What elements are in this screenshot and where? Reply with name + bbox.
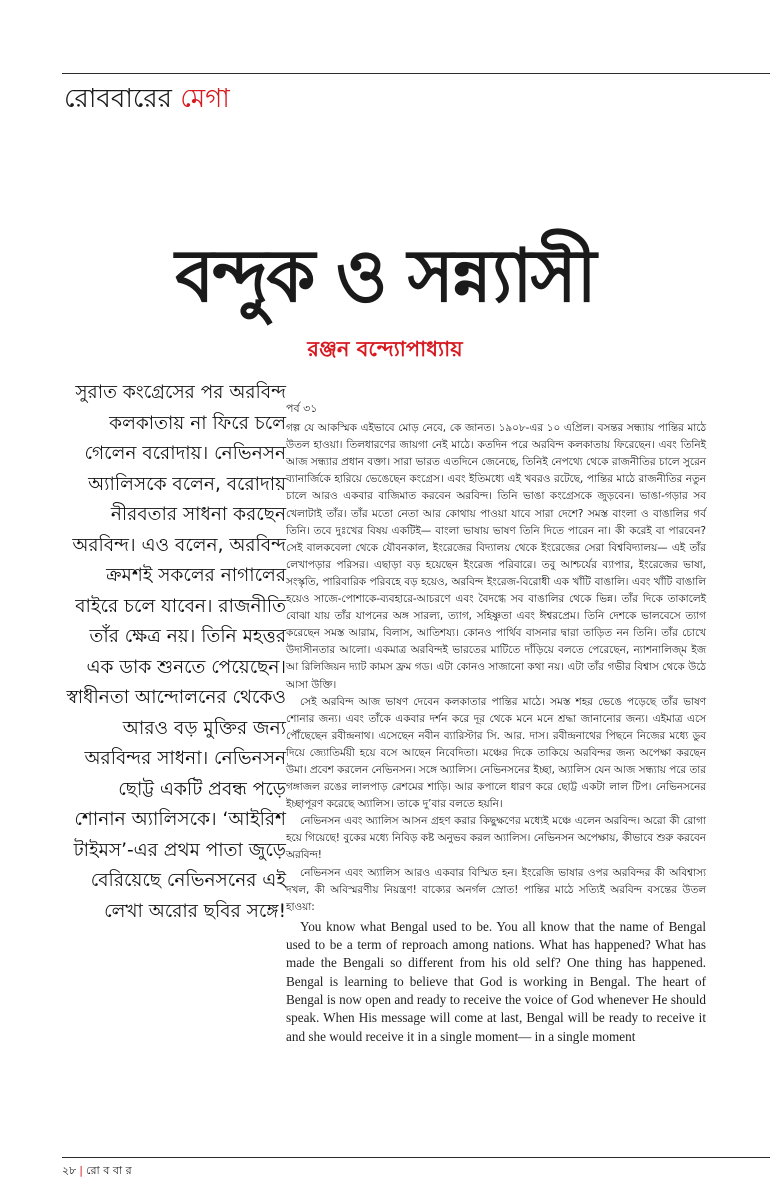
page-footer xyxy=(62,1163,132,1179)
author-byline: রঞ্জন বন্দ্যোপাধ্যায় xyxy=(307,337,463,361)
article-title: বন্দুক ও সন্ন্যাসী xyxy=(175,232,595,320)
publication-name: রো ব বা র xyxy=(86,1164,132,1177)
section-header-accent: মেগা xyxy=(180,84,230,114)
page-number: ২৮ xyxy=(62,1164,77,1177)
article-paragraph: গল্প যে আকস্মিক এইভাবে মোড় নেবে, কে জানত। ১৯০৮-এর ১০ এপ্রিল। বসন্তর সন্ধ্যায় পান্তির মাঠে উতল হাওয়া। তিলধারণের জায়গা নেই মাঠে। কতদিন পরে অরবিন্দ কলকাতায় ফিরেছেন। এবং তিনিই আজ সন্ধ্যার প্রধান বক্তা। সারা ভারত এতদিনে জেনেছে, তিনিই নেপথ্যে থেকে রাজনীতির চালে সুরেন ব্যানার্জিকে হারিয়ে ভেঙেছেন কংগ্রেস। এবং ইতিমধ্যে এই খবরও রটেছে, পান্তির মাঠে রাজনীতির নতুন চালে আরও একবার বাজিমাত করবেন অরবিন্দ। তিনি ভাঙা কংগ্রেসকে জুড়বেন। ভাঙা-গড়ার সব খেলাটাই তাঁর। তাঁর মতো নেতা আর কোথায় পাওয়া যাবে সারা দেশে? সমস্ত বাংলা ও বাঙালির গর্ব তিনি। তবে দুঃখের বিষয় একটিই— বাংলা ভাষায় ভাষণ তিনি দিতে পারেন না। কী করেই বা পারবেন? সেই বালকবেলা থেকে যৌবনকাল, ইংরেজের বিদ্যালয় থেকে ইংরেজের সেরা বিশ্ববিদ্যালয়— এই তাঁর লেখাপড়ার পরিসর। এছাড়া বড় হয়েছেন ইংরেজ পরিবারে। তবু আশ্চর্যের ব্যাপার, ইংরেজের ভাষা, সংস্কৃতি, পারিবারিক পরিবহে বড় হয়েও, অরবিন্দ ইংরেজ-বিরোধী এক খাঁটি বাঙালি। এবং খাঁটি বাঙালি হয়েও সাজে-পোশাকে-ব্যবহারে-আচরণে এবং বৈদগ্ধে সব বাঙালির থেকে ভিন্ন। তাঁর দিকে তাকালেই বোঝা যায় তাঁর যাপনের অঙ্গ সারল্য, ত্যাগ, সহিষ্ণুতা এবং ঈশ্বরপ্রেম। তিনি দেশকে ভালবেসে ত্যাগ করেছেন সমস্ত আরাম, বিলাস, আতিশয্য। কোনও পার্থিব বাসনার দ্বারা তাড়িত নন তিনি। তাঁর চোখে উদাসীনতার আলো। একমাত্র অরবিন্দই ভারতের মাটিতে দাঁড়িয়ে বলতে পেরেছেন, ন্যাশনালিজ্‌ম ইজ আ রিলিজিয়ন দ্যাট কামস ফ্রম গড। এটা কোনও সাজানো কথা নয়। এটা তাঁর গভীর বিশ্বাস থেকে উঠে আসা উক্তি। xyxy=(286,422,706,691)
article-body xyxy=(286,400,706,1046)
english-quote: You know what Bengal used to be. You all know that the name of Bengal used to be a term of reproach among nations. What has happened? What has made the Bengali so different from his old self? One thing has happened. Bengal is learning to believe that God is working in Bengal. The heart of Bengal is now open and ready to receive the voice of God whenever He should speak. When His message will come at last, Bengal will be ready to receive it and she would receive it in a single moment— in a single moment xyxy=(286,918,706,1044)
section-header xyxy=(64,82,230,116)
section-header-main: রোববারের xyxy=(64,84,172,114)
footer-separator: | xyxy=(79,1164,84,1177)
pull-quote-text: সুরাত কংগ্রেসের পর অরবিন্দ কলকাতায় না ফিরে চলে গেলেন বরোদায়। নেভিনসন অ্যালিসকে বলেন, বরোদায় নীরবতার সাধনা করছেন অরবিন্দ। এও বলেন, অরবিন্দ ক্রমশই সকলের নাগালের বাইরে চলে যাবেন। রাজনীতি তাঁর ক্ষেত্র নয়। তিনি মহত্তর এক ডাক শুনতে পেয়েছেন। স্বাধীনতা আন্দোলনের থেকেও আরও বড় মুক্তির জন্য অরবিন্দর সাধনা। নেভিনসন ছোট্ট একটি প্রবন্ধ পড়ে শোনান অ্যালিসকে। ‘আইরিশ টাইমস’-এর প্রথম পাতা জুড়ে বেরিয়েছে নেভিনসনের এই লেখা অরোর ছবির সঙ্গে! xyxy=(66,382,286,922)
article-paragraph: নেভিনসন এবং অ্যালিস আসন গ্রহণ করার কিছুক্ষণের মধ্যেই মঞ্চে এলেন অরবিন্দ। অরো কী রোগা হয়ে গিয়েছে! বুকের মধ্যে নিবিড় কষ্ট অনুভব করল অ্যালিস। নেভিনসন অপেক্ষায়, কীভাবে শুরু করবেন অরবিন্দ! xyxy=(286,815,706,862)
article-paragraph: নেভিনসন এবং অ্যালিস আরও একবার বিস্মিত হন। ইংরেজি ভাষার ওপর অরবিন্দর কী অবিশ্বাস্য দখল, কী অবিস্মরণীয় নিয়ন্ত্রণ! বাক্যের অনর্গল স্রোত! পান্তির মাঠে সত্যিই অরবিন্দ বসন্তের উতল হাওয়া: xyxy=(286,866,706,913)
top-rule xyxy=(62,73,770,74)
article-paragraph: সেই অরবিন্দ আজ ভাষণ দেবেন কলকাতার পান্তির মাঠে। সমস্ত শহর ভেঙে পড়েছে তাঁর ভাষণ শোনার জন্য। এবং তাঁকে একবার দর্শন করে দূর থেকে মনে মনে শ্রদ্ধা জানানোর জন্য। এইমাত্র এসে পৌঁছেছেন রবীন্দ্রনাথ। এসেছেন নবীন ব্যারিস্টার সি. আর. দাস। রবীন্দ্রনাথের পিছনে নিজের মধ্যে ডুব দিয়ে জ্যোতির্ময়ী হয়ে বসে আছেন নিবেদিতা। মঞ্চের দিকে তাকিয়ে অরবিন্দর জন্য অপেক্ষা করছেন উমা। প্রবেশ করলেন নেভিনসন। সঙ্গে অ্যালিস। নেভিনসনের ইচ্ছা, অ্যালিস যেন আজ সন্ধ্যায় পরে তার গঙ্গাজল রঙের লালপাড় রেশমের শাড়ি। আর কপালে ধারণ করে ছোট্ট একটা লাল টিপ। নেভিনসনের ইচ্ছাপূরণ করেছে অ্যালিস। তাকে দু’বার বলতে হয়নি। xyxy=(286,695,706,811)
pull-quote xyxy=(62,378,286,927)
bottom-rule xyxy=(62,1157,770,1158)
part-label: পর্ব ৩১ xyxy=(286,402,318,415)
